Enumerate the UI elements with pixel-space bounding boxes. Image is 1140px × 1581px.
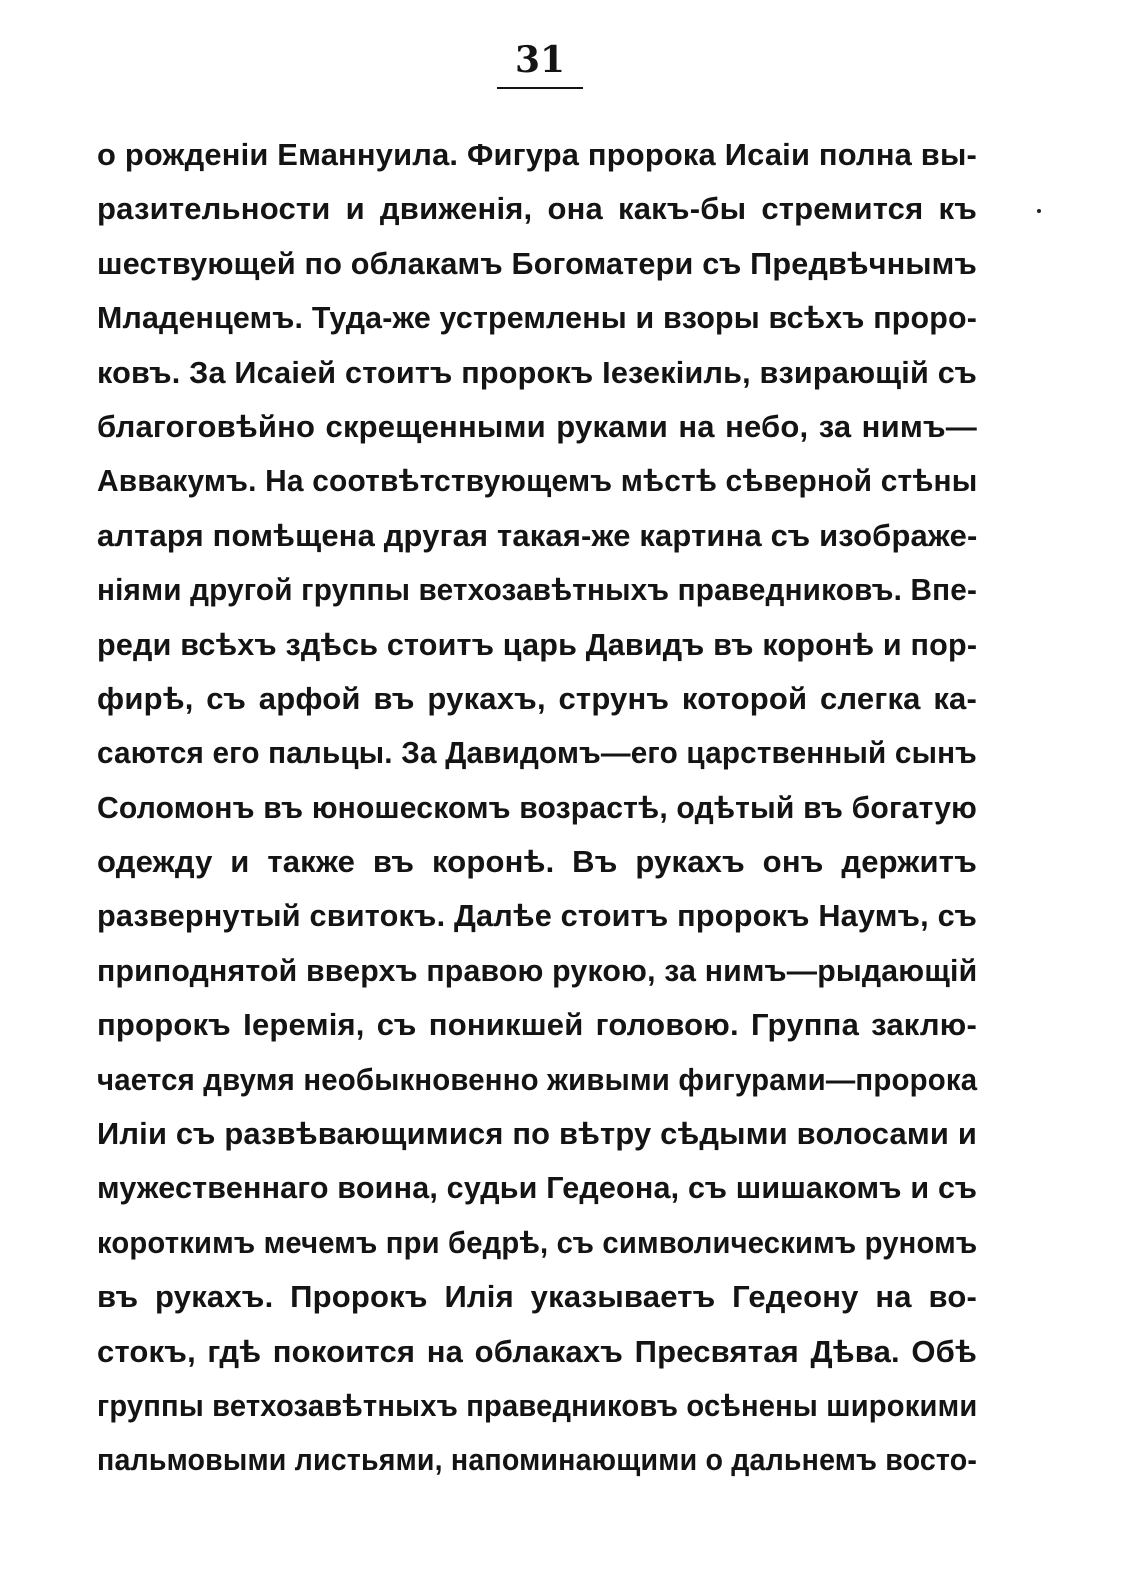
text-line: шествующей по облакамъ Богоматери съ Предвѣчнымъ xyxy=(97,245,977,281)
text-line: саются его пальцы. За Давидомъ—его царственный сынъ xyxy=(97,735,977,771)
text-line: о рожденіи Еманнуила. Фигура пророка Исаіи полна вы- xyxy=(97,137,977,172)
text-line: фирѣ, съ арфой въ рукахъ, струнъ которой слегка ка- xyxy=(97,680,977,716)
text-line: ковъ. За Исаіей стоитъ пророкъ Іезекіиль, взирающій съ xyxy=(97,354,977,390)
text-line: Аввакумъ. На соотвѣтствующемъ мѣстѣ сѣверной стѣны xyxy=(97,463,978,499)
text-line: ніями другой группы ветхозавѣтныхъ праведниковъ. Впе- xyxy=(97,572,978,608)
body-text xyxy=(97,128,977,1488)
text-line: группы ветхозавѣтныхъ праведниковъ осѣнены широкими xyxy=(97,1387,978,1423)
text-line: благоговѣйно скрещенными руками на небо, за нимъ— xyxy=(97,408,977,444)
text-line: пальмовыми листьями, напоминающими о дальнемъ восто- xyxy=(97,1442,978,1478)
text-line: развернутый свитокъ. Далѣе стоитъ пророкъ Наумъ, съ xyxy=(97,898,977,934)
page-number-rule xyxy=(497,87,583,89)
text-line: въ рукахъ. Пророкъ Илія указываетъ Гедеону на во- xyxy=(97,1279,977,1315)
text-line: короткимъ мечемъ при бедрѣ, съ символическимъ руномъ xyxy=(97,1224,978,1260)
print-speck xyxy=(1037,209,1041,213)
text-line: Соломонъ въ юношескомъ возрастѣ, одѣтый въ богатую xyxy=(97,789,977,825)
page-number: 31 xyxy=(514,39,566,81)
text-line: Младенцемъ. Туда-же устремлены и взоры всѣхъ проро- xyxy=(97,300,977,336)
text-line: мужественнаго воина, судьи Гедеона, съ шишакомъ и съ xyxy=(97,1170,978,1206)
text-line: Иліи съ развѣвающимися по вѣтру сѣдыми волосами и xyxy=(97,1116,978,1152)
text-line: чается двумя необыкновенно живыми фигурами—пророка xyxy=(97,1061,978,1097)
text-line: стокъ, гдѣ покоится на облакахъ Пресвятая Дѣва. Обѣ xyxy=(97,1333,977,1369)
text-line: алтаря помѣщена другая такая-же картина съ изображе- xyxy=(97,517,978,553)
text-line: одежду и также въ коронѣ. Въ рукахъ онъ держитъ xyxy=(97,844,977,880)
text-line: реди всѣхъ здѣсь стоитъ царь Давидъ въ коронѣ и пор- xyxy=(97,626,978,662)
text-line: приподнятой вверхъ правою рукою, за нимъ—рыдающій xyxy=(97,952,978,988)
text-line: пророкъ Іеремія, съ поникшей головою. Группа заклю- xyxy=(97,1007,977,1043)
text-line: разительности и движенія, она какъ-бы стремится къ xyxy=(97,191,977,227)
